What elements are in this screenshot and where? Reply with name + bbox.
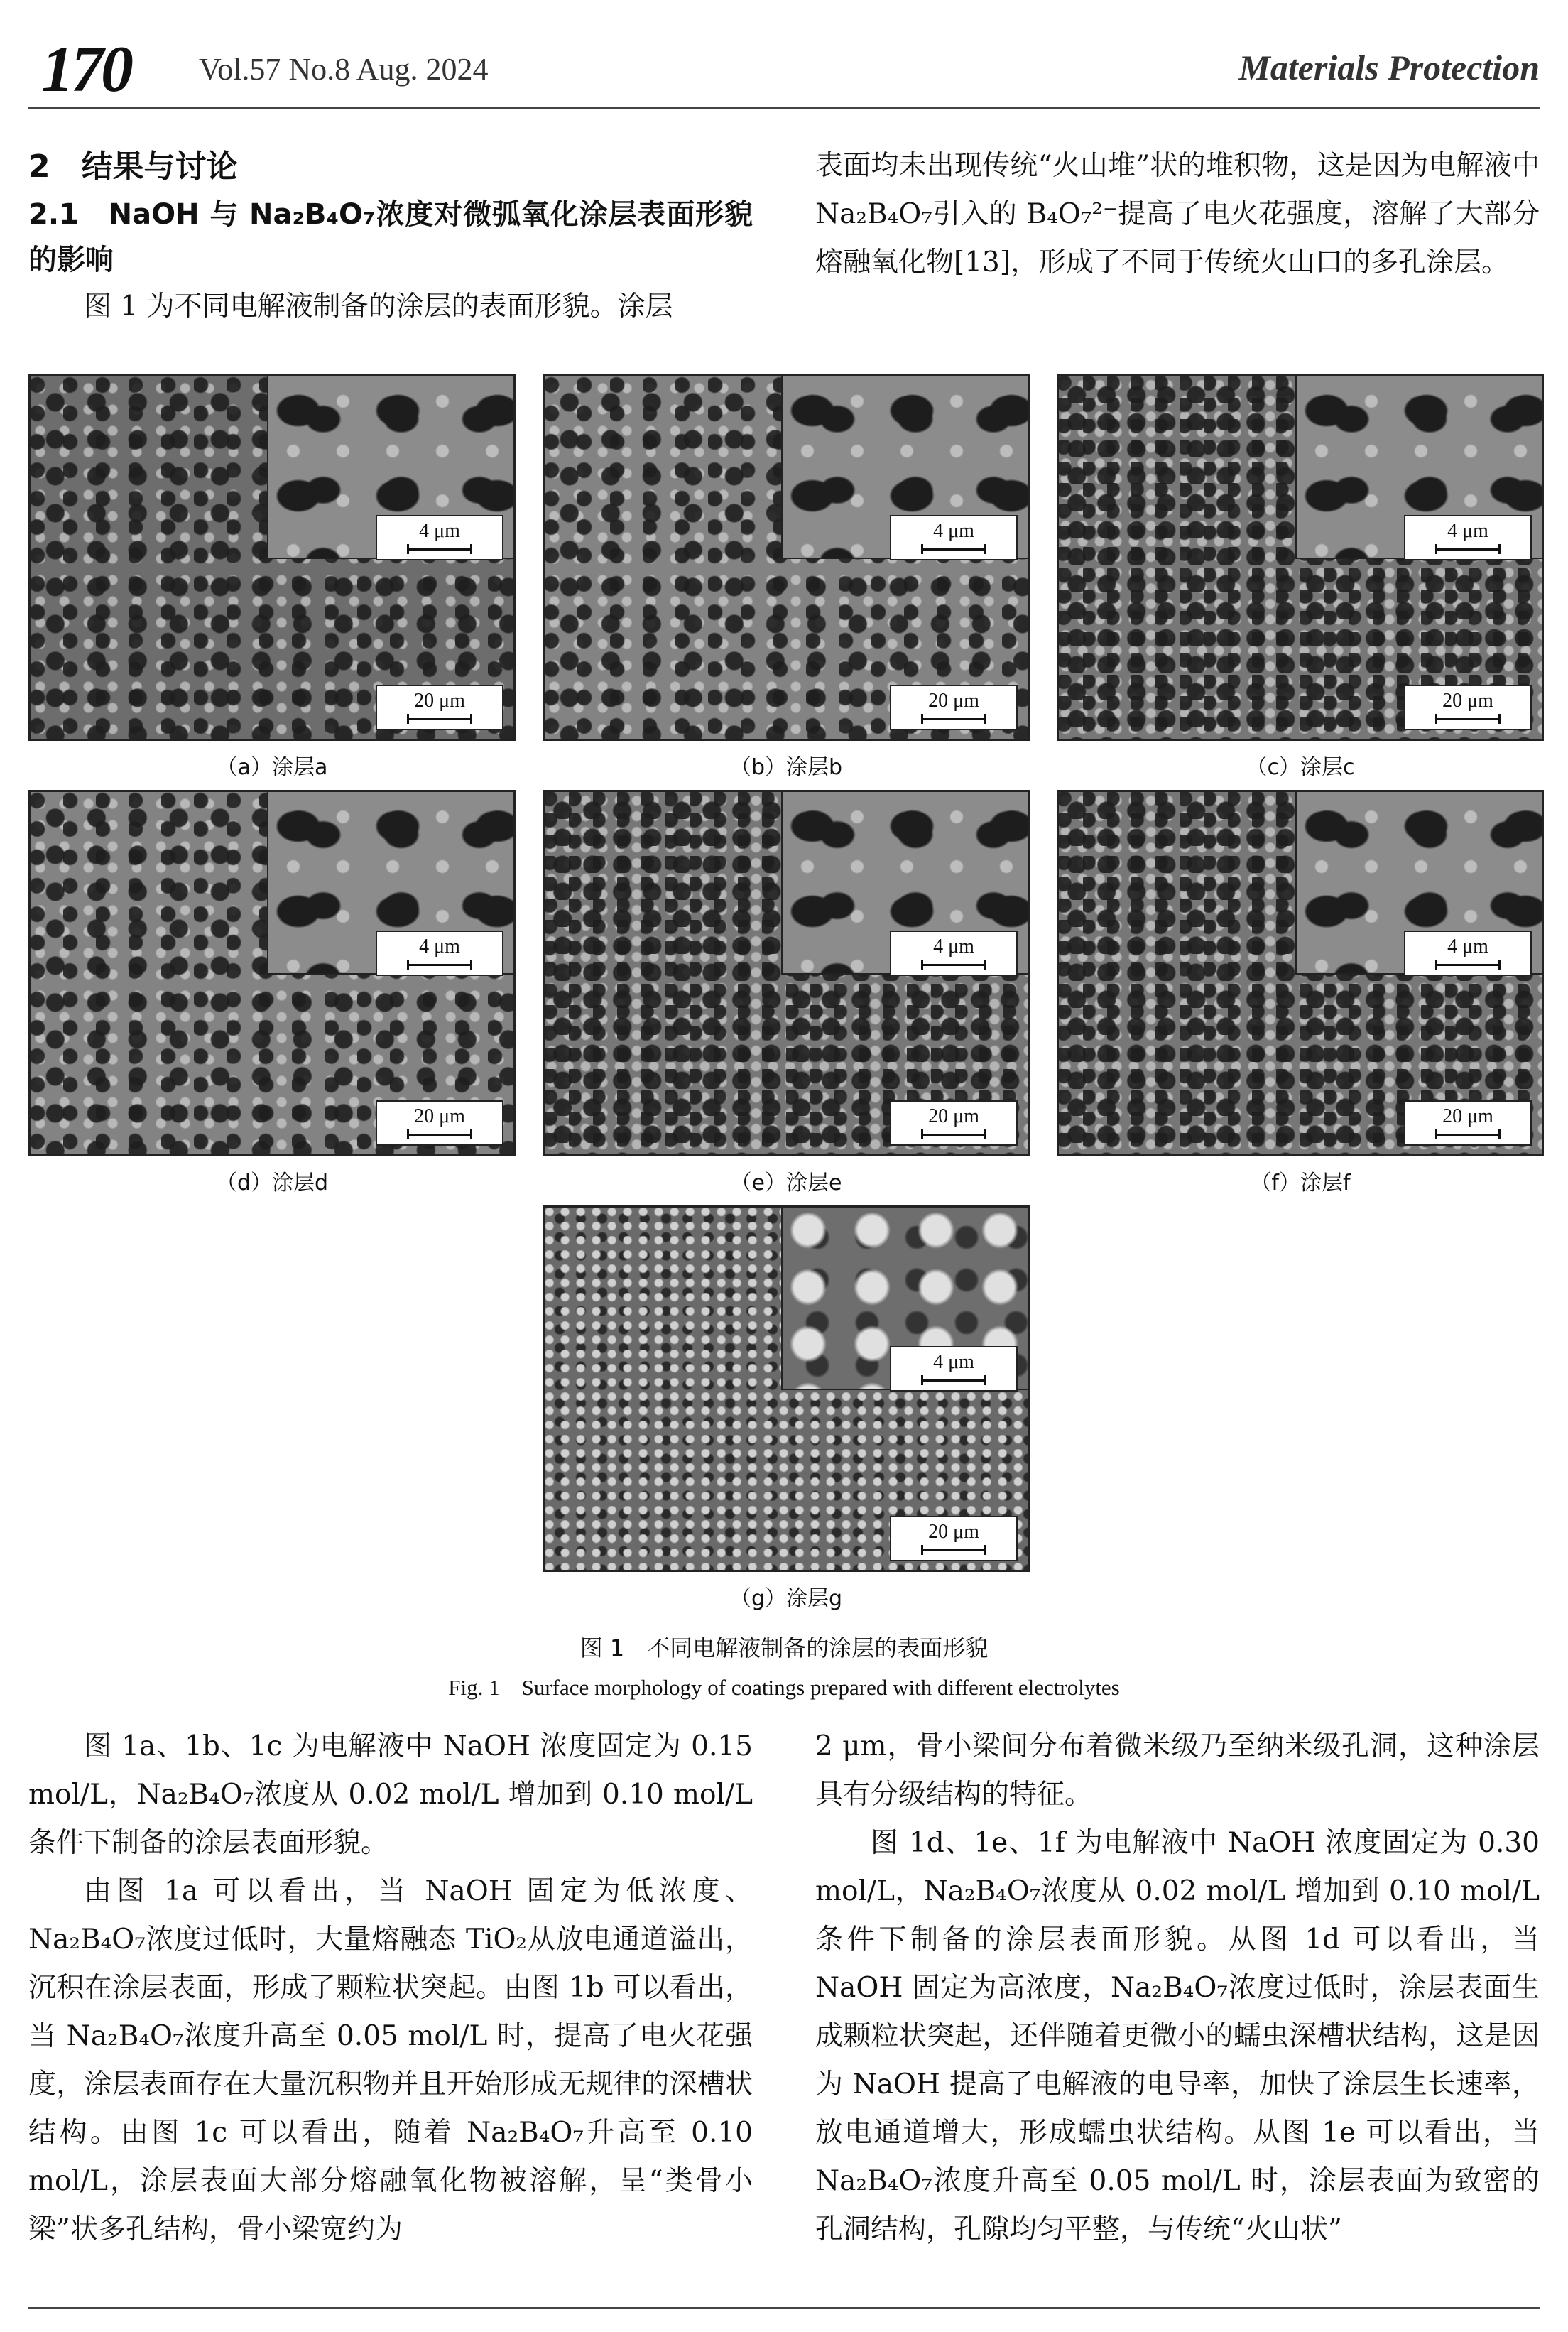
- sem-panel-g: [543, 1205, 1030, 1572]
- caption-g: （g）涂层g: [729, 1586, 843, 1611]
- scale-bar-small: 4 μm: [890, 515, 1018, 560]
- scale-bar-small: 4 μm: [890, 1346, 1018, 1392]
- scale-bar-small: 4 μm: [1404, 515, 1532, 560]
- scale-bar-small: 4 μm: [376, 515, 503, 560]
- body-left-column: [28, 1723, 753, 2254]
- body-paragraph: 图 1a、1b、1c 为电解液中 NaOH 浓度固定为 0.15 mol/L，Na₂B₄O₇浓度从 0.02 mol/L 增加到 0.10 mol/L 条件下制备的涂层表面形貌。: [28, 1730, 753, 1859]
- header-rule: [28, 107, 1540, 109]
- sem-panel-e: [543, 790, 1030, 1156]
- scale-bar-small: 4 μm: [890, 931, 1018, 976]
- body-right-column: [815, 1723, 1540, 2254]
- body-paragraph: 图 1d、1e、1f 为电解液中 NaOH 浓度固定为 0.30 mol/L，Na₂B₄O₇浓度从 0.02 mol/L 增加到 0.10 mol/L 条件下制备的涂层表面形貌。从图 1d 可以看出，当 NaOH 固定为高浓度，Na₂B₄O₇浓度过低时，涂层表面生成颗粒状突起，还伴随着更微小的蠕虫深槽状结构，这是因为 NaOH 提高了电解液的电导率，加快了涂层生长速率，放电通道增大，形成蠕虫状结构。从图 1e 可以看出，当 Na₂B₄O₇浓度升高至 0.05 mol/L 时，涂层表面为致密的孔洞结构，孔隙均匀平整，与传统“火山状”: [815, 1827, 1540, 2245]
- footer-rule: [28, 2307, 1540, 2309]
- figure-title-en: Fig. 1 Surface morphology of coatings prepared with different electrolytes: [448, 1675, 1120, 1700]
- body-paragraph: 由图 1a 可以看出，当 NaOH 固定为低浓度、Na₂B₄O₇浓度过低时，大量熔融态 TiO₂从放电通道溢出，沉积在涂层表面，形成了颗粒状突起。由图 1b 可以看出，当 Na₂B₄O₇浓度升高至 0.05 mol/L 时，提高了电火花强度，涂层表面存在大量沉积物并且开始形成无规律的深槽状结构。由图 1c 可以看出，随着 Na₂B₄O₇升高至 0.10 mol/L，涂层表面大部分熔融氧化物被溶解，呈“类骨小梁”状多孔结构，骨小梁宽约为: [28, 1875, 753, 2245]
- volume-info: Vol.57 No.8 Aug. 2024: [199, 52, 489, 87]
- scale-bar-large: 20 μm: [1404, 685, 1532, 730]
- caption-a: （a）涂层a: [216, 755, 328, 780]
- caption-e: （e）涂层e: [730, 1171, 842, 1195]
- intro-paragraph-left: 图 1 为不同电解液制备的涂层的表面形貌。涂层: [84, 291, 673, 322]
- sem-panel-d: [28, 790, 516, 1156]
- journal-name: Materials Protection: [1238, 48, 1540, 87]
- scale-bar-large: 20 μm: [890, 1100, 1018, 1146]
- sem-panel-c: [1057, 374, 1544, 741]
- caption-d: （d）涂层d: [215, 1171, 329, 1195]
- scale-bar-small: 4 μm: [376, 931, 503, 976]
- sem-panel-f: [1057, 790, 1544, 1156]
- scale-bar-large: 20 μm: [376, 685, 503, 730]
- body-paragraph: 2 μm，骨小梁间分布着微米级乃至纳米级孔洞，这种涂层具有分级结构的特征。: [815, 1730, 1540, 1811]
- section-subheading: 2.1 NaOH 与 Na₂B₄O₇浓度对微弧氧化涂层表面形貌的影响: [28, 198, 753, 276]
- caption-c: （c）涂层c: [1246, 755, 1355, 780]
- scale-bar-large: 20 μm: [890, 685, 1018, 730]
- intro-right-column: [815, 142, 1540, 287]
- caption-b: （b）涂层b: [729, 755, 843, 780]
- scale-bar-large: 20 μm: [890, 1516, 1018, 1561]
- page-number: 170: [41, 33, 131, 105]
- figure-title-cn: 图 1 不同电解液制备的涂层的表面形貌: [579, 1634, 989, 1661]
- sem-panel-a: [28, 374, 516, 741]
- intro-paragraph-right: 表面均未出现传统“火山堆”状的堆积物，这是因为电解液中 Na₂B₄O₇引入的 B₄O₇²⁻提高了电火花强度，溶解了大部分熔融氧化物[13]，形成了不同于传统火山口的多孔涂层。: [815, 150, 1540, 278]
- caption-f: （f）涂层f: [1250, 1171, 1351, 1195]
- intro-left-column: [28, 142, 753, 331]
- section-heading: 2 结果与讨论: [28, 148, 238, 185]
- page-header: [28, 27, 1540, 105]
- scale-bar-large: 20 μm: [376, 1100, 503, 1146]
- sem-panel-b: [543, 374, 1030, 741]
- scale-bar-large: 20 μm: [1404, 1100, 1532, 1146]
- scale-bar-small: 4 μm: [1404, 931, 1532, 976]
